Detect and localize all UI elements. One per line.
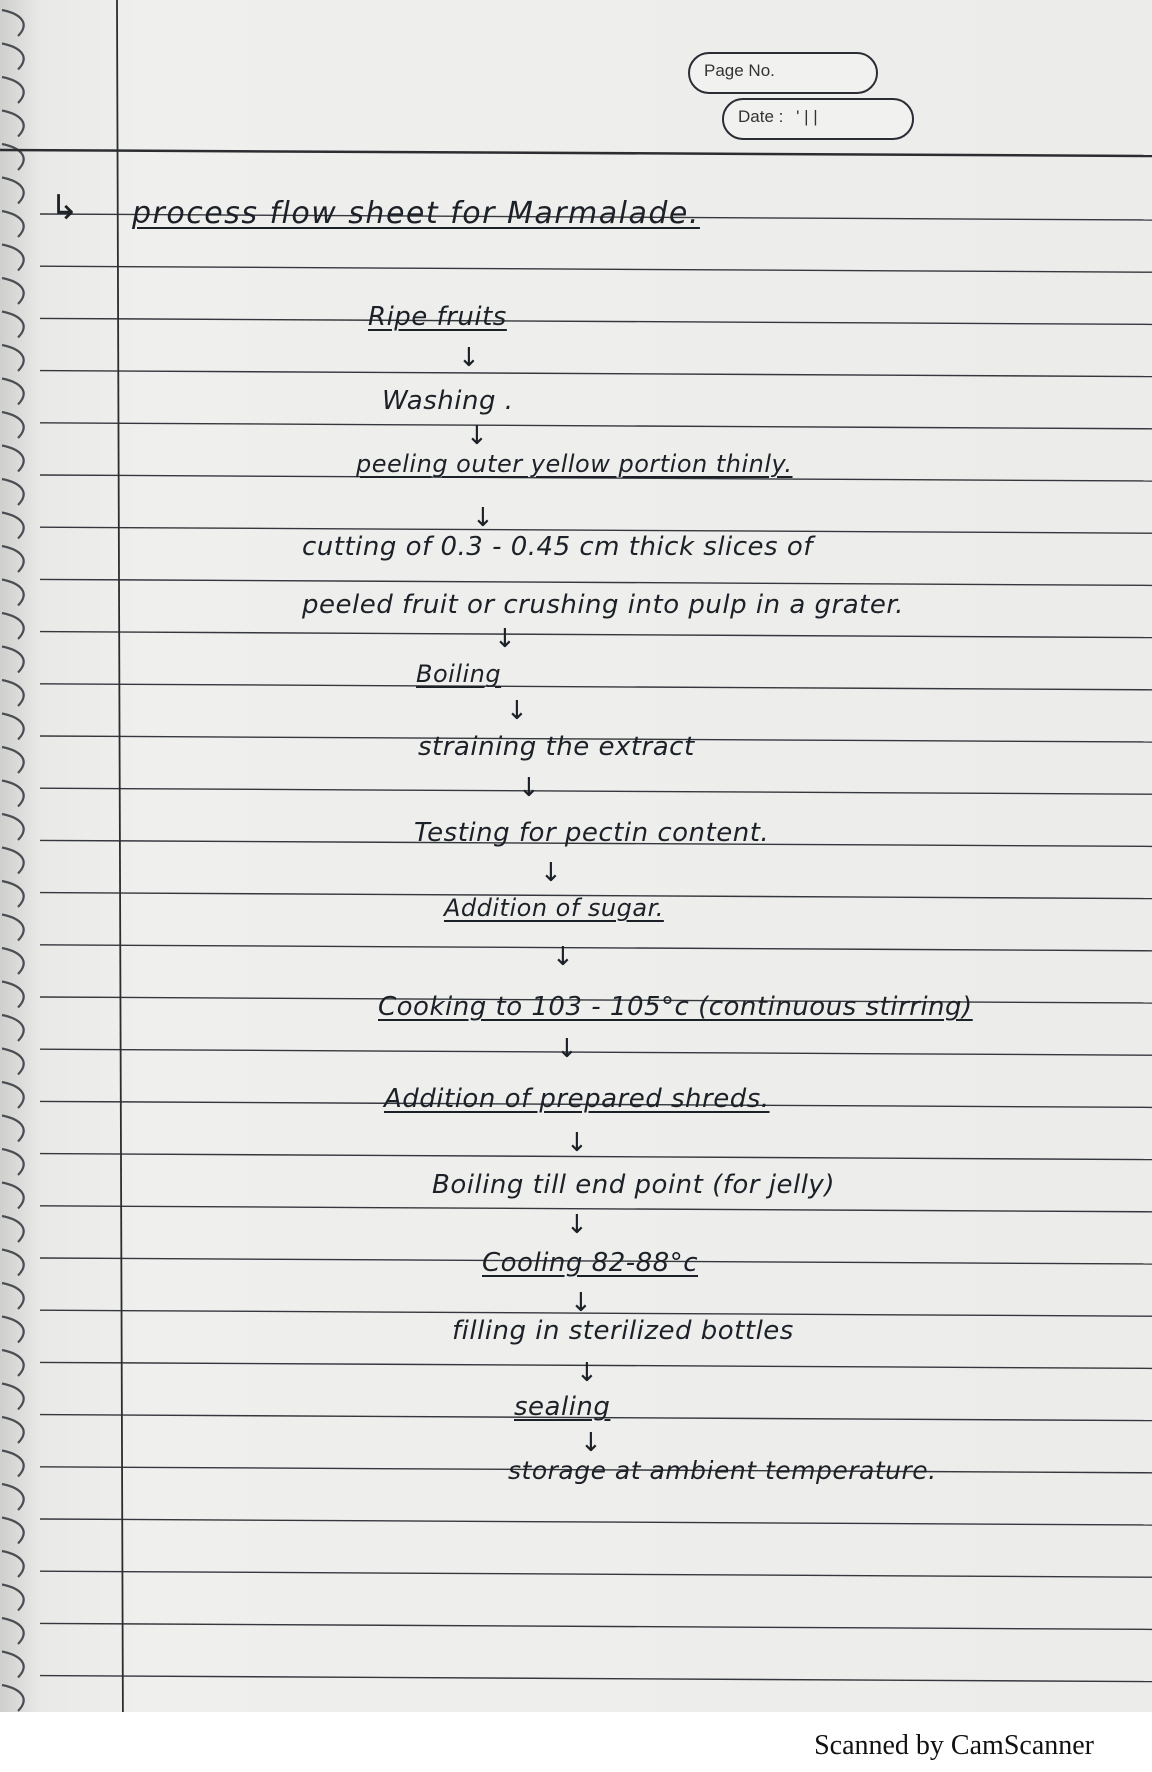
ruled-line (40, 1049, 1152, 1055)
flow-arrow-8: ↓ (552, 942, 574, 972)
ruled-line (40, 945, 1152, 951)
flow-arrow-7: ↓ (540, 858, 562, 888)
step-sealing: sealing (514, 1392, 611, 1422)
ruled-line (40, 788, 1152, 794)
ruled-line (40, 266, 1152, 272)
step-testing-pectin: Testing for pectin content. (414, 818, 770, 848)
ruled-line (40, 1676, 1152, 1682)
ruled-line (40, 684, 1152, 690)
step-cutting-line2: peeled fruit or crushing into pulp in a grater. (302, 590, 904, 620)
page-number-field (688, 52, 878, 94)
step-addition-sugar: Addition of sugar. (444, 894, 664, 922)
ruled-line (40, 318, 1152, 324)
ruled-line (40, 579, 1152, 585)
flow-arrow-3: ↓ (472, 503, 494, 533)
step-cooling: Cooling 82-88°c (482, 1248, 699, 1278)
ruled-line (40, 1519, 1152, 1525)
ruled-line (40, 1154, 1152, 1160)
ruled-line (40, 371, 1152, 377)
flow-arrow-1: ↓ (458, 343, 480, 373)
date-label: Date : (738, 107, 784, 126)
step-ripe-fruits: Ripe fruits (368, 302, 507, 332)
heading-marker: ↳ (50, 188, 79, 228)
flow-arrow-4: ↓ (494, 624, 516, 654)
ruled-line (40, 632, 1152, 638)
flow-arrow-12: ↓ (570, 1288, 592, 1318)
date-value: ' | | (796, 107, 818, 126)
step-boiling-end-point: Boiling till end point (for jelly) (432, 1170, 835, 1200)
flow-arrow-11: ↓ (566, 1210, 588, 1240)
page-heading: process flow sheet for Marmalade. (132, 196, 700, 231)
step-cooking: Cooking to 103 - 105°c (continuous stirring) (378, 992, 973, 1022)
page-number-label: Page No. (704, 61, 775, 80)
step-peeling: peeling outer yellow portion thinly. (356, 450, 793, 478)
step-boiling: Boiling (416, 660, 502, 688)
ruled-line (40, 423, 1152, 429)
step-washing: Washing . (382, 386, 514, 416)
flow-arrow-10: ↓ (566, 1128, 588, 1158)
step-straining: straining the extract (418, 732, 695, 762)
ruled-line (40, 1623, 1152, 1629)
flow-arrow-5: ↓ (506, 696, 528, 726)
step-storage: storage at ambient temperature. (508, 1456, 937, 1485)
flow-arrow-2: ↓ (466, 421, 488, 451)
flow-arrow-14: ↓ (580, 1428, 602, 1458)
ruled-line (40, 1206, 1152, 1212)
date-field (722, 98, 914, 140)
ruled-line (40, 1571, 1152, 1577)
flow-arrow-9: ↓ (556, 1034, 578, 1064)
step-filling: filling in sterilized bottles (452, 1316, 794, 1346)
step-addition-shreds: Addition of prepared shreds. (384, 1084, 770, 1114)
header-rule (0, 150, 1152, 156)
step-cutting-line1: cutting of 0.3 - 0.45 cm thick slices of (302, 532, 813, 562)
flow-arrow-6: ↓ (518, 773, 540, 803)
flow-arrow-13: ↓ (576, 1358, 598, 1388)
margin-line (117, 0, 123, 1740)
scanner-watermark: Scanned by CamScanner (814, 1730, 1094, 1761)
